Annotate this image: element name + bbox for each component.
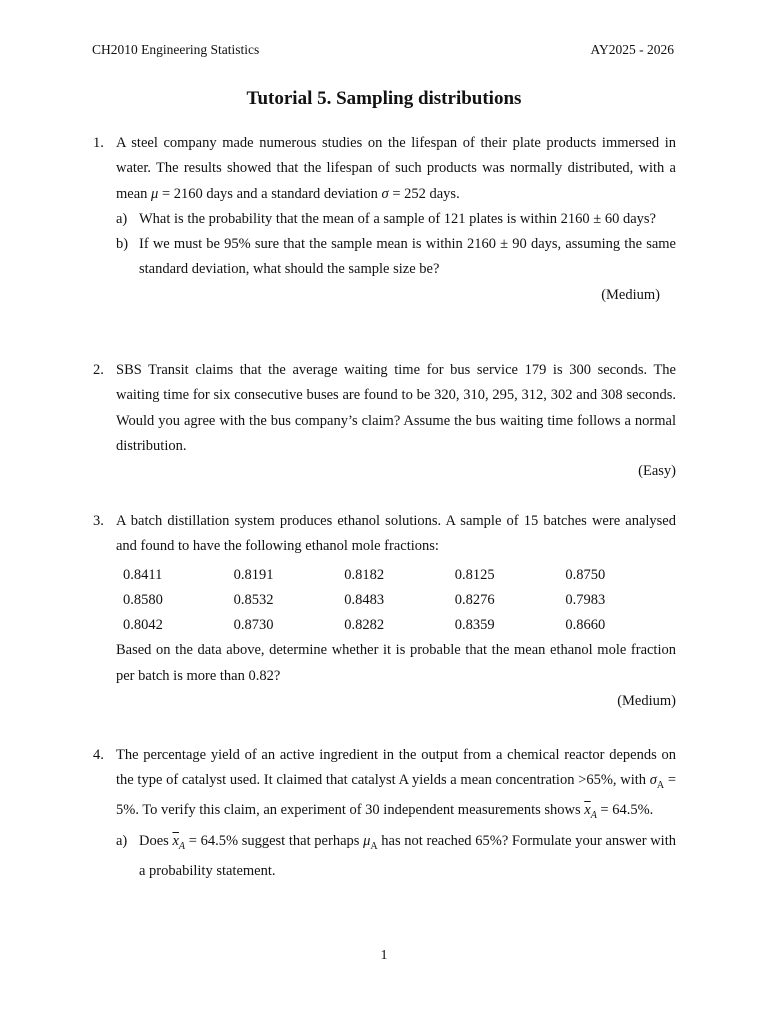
- question-1-part-b: b) If we must be 95% sure that the sample mean is within 2160 ± 90 days, assuming the same standard deviation, what should the sample size be?: [116, 236, 676, 278]
- question-1-part-a: a) What is the probability that the mean of a sample of 121 plates is within 2160 ± 60 days?: [116, 210, 656, 227]
- table-cell: 0.8042: [123, 617, 163, 634]
- academic-year-header: AY2025 - 2026: [590, 42, 674, 57]
- table-cell: 0.8282: [344, 617, 385, 634]
- table-cell: 0.7983: [565, 591, 606, 608]
- question-4: [93, 743, 676, 884]
- question-3-text: A batch distillation system produces ethanol solutions. A sample of 15 batches were analysed and found to have the following ethanol mole fractions:: [116, 513, 676, 555]
- question-4-text: The percentage yield of an active ingredient in the output from a chemical reactor depends on the type of catalyst used. It claimed that catalyst A yields a mean concentration >65%, with $\sigma_A = 5\%$. To verify this claim, an experiment of 30 independent measurements shows $\overline{x}_A = 64.5\%$.: [116, 747, 676, 822]
- table-cell: 0.8359: [454, 617, 495, 634]
- table-row: [123, 588, 676, 613]
- table-cell: 0.8730: [233, 617, 274, 634]
- question-2-text: SBS Transit claims that the average waiting time for bus service 179 is 300 seconds. The waiting time for six consecutive buses are found to be 320, 310, 295, 312, 302 and 308 seconds. Would you agree with the bus company’s claim? Assume the bus waiting time follows a normal distribution.: [116, 362, 676, 454]
- table-row: [123, 613, 676, 638]
- ethanol-data-table: [123, 563, 676, 639]
- question-3: [93, 509, 676, 714]
- question-number: 2.: [93, 362, 104, 378]
- table-cell: 0.8660: [565, 617, 606, 634]
- question-number: 4.: [93, 747, 104, 763]
- table-cell: 0.8483: [344, 591, 385, 608]
- table-cell: 0.8182: [344, 566, 385, 583]
- question-4-part-a: a) Does $\overline{x}_A = 64.5\%$ suggest that perhaps $\mu_A$ has not reached 65%? Formulate your answer with a probability statement.: [116, 832, 676, 879]
- page-number: 1: [380, 948, 388, 963]
- question-2: [93, 358, 676, 484]
- table-cell: 0.8411: [123, 566, 163, 583]
- difficulty-label: (Easy): [638, 463, 676, 480]
- table-cell: 0.8276: [454, 591, 495, 608]
- table-cell: 0.8191: [233, 566, 274, 583]
- difficulty-label: (Medium): [601, 286, 660, 303]
- table-cell: 0.8532: [233, 591, 274, 608]
- question-1: [93, 131, 676, 308]
- table-cell: 0.8580: [123, 591, 163, 608]
- question-3-followup: Based on the data above, determine whether it is probable that the mean ethanol mole fraction per batch is more than 0.82?: [116, 642, 676, 684]
- question-number: 3.: [93, 513, 104, 529]
- course-header: CH2010 Engineering Statistics: [92, 42, 260, 57]
- table-row: [123, 563, 676, 588]
- question-1-text: A steel company made numerous studies on the lifespan of their plate products immersed in water. The results showed that the lifespan of such products was normally distributed, with a mean μ = 2160 days and a standard deviation σ = 252 days.: [116, 135, 676, 202]
- table-cell: 0.8125: [454, 566, 495, 583]
- difficulty-label: (Medium): [617, 693, 676, 710]
- table-cell: 0.8750: [565, 566, 606, 583]
- page-title: Tutorial 5. Sampling distributions: [246, 88, 522, 109]
- question-number: 1.: [93, 135, 104, 151]
